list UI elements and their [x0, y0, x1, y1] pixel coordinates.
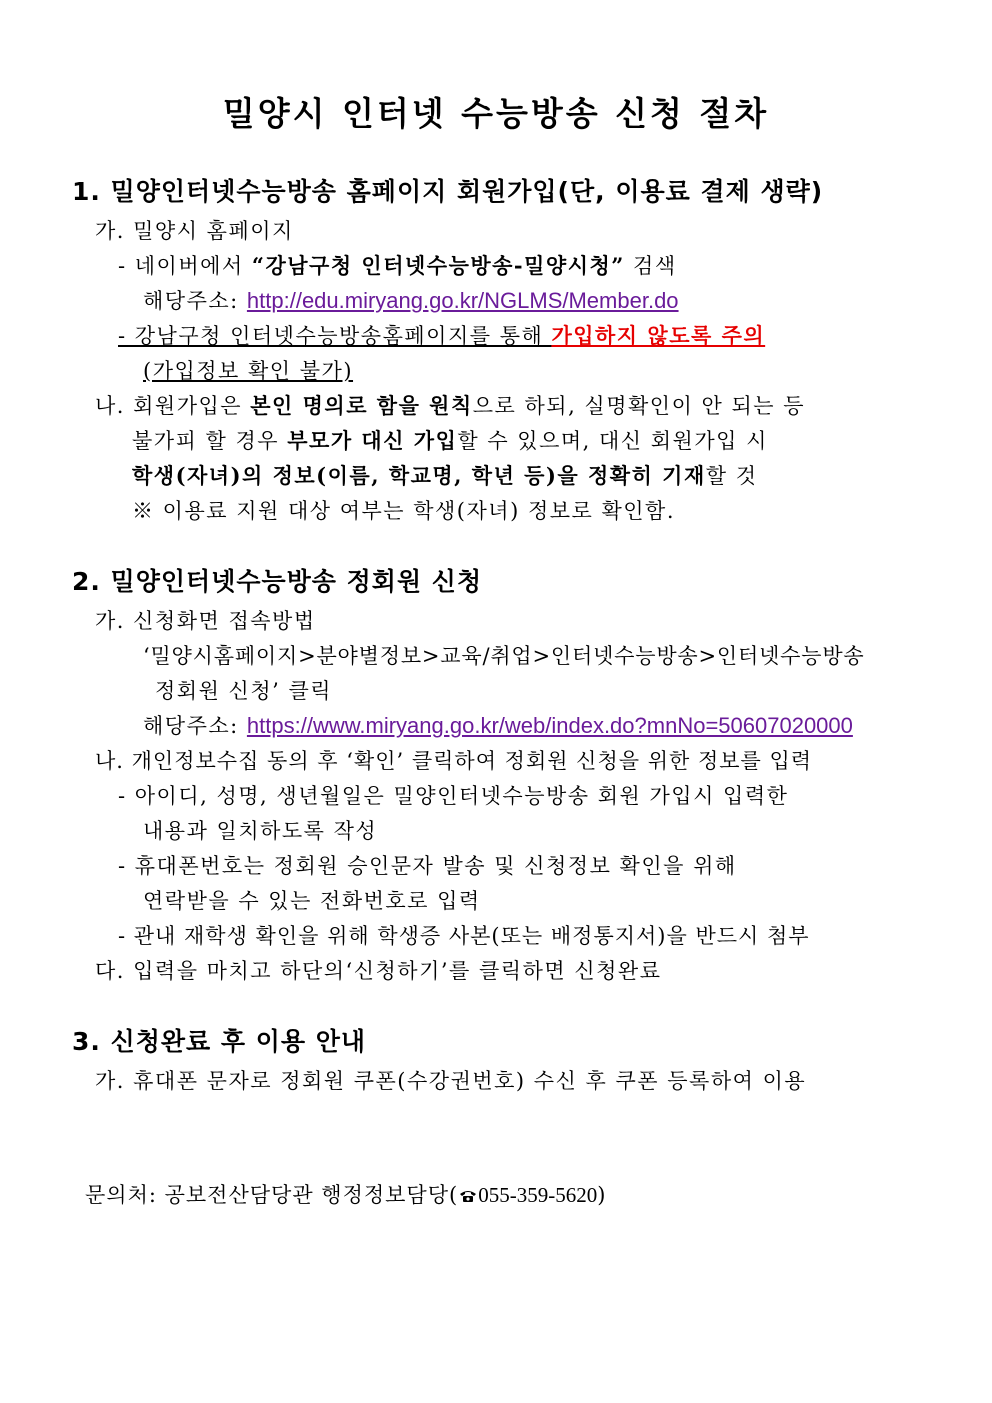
search-suffix: 검색 — [624, 254, 677, 278]
section3-ga-label: 가. 휴대폰 문자로 정회원 쿠폰(수강권번호) 수신 후 쿠폰 등록하여 이용 — [95, 1069, 807, 1093]
section2-address-row — [143, 712, 853, 740]
section1-heading: 1. 밀양인터넷수능방송 홈페이지 회원가입(단, 이용료 결제 생략) — [72, 177, 824, 206]
search-instruction — [118, 252, 677, 280]
bullet1-line2: 내용과 일치하도록 작성 — [143, 819, 378, 843]
address-label: 해당주소: — [143, 289, 247, 313]
regular-member-link[interactable]: https://www.miryang.go.kr/web/index.do?mnNo=50607020000 — [246, 713, 853, 738]
menu-path-line1: ‘밀양시홈페이지>분야별정보>교육/취업>인터넷수능방송>인터넷수능방송 — [143, 644, 865, 668]
page-title: 밀양시 인터넷 수능방송 신청 절차 — [222, 94, 770, 133]
na-line2-a: 불가피 할 경우 — [132, 429, 288, 453]
section2-na-label: 나. 개인정보수집 동의 후 ‘확인’ 클릭하여 정회원 신청을 위한 정보를 입력 — [95, 749, 813, 773]
menu-path-line2: 정회원 신청’ 클릭 — [155, 679, 333, 703]
section2-heading: 2. 밀양인터넷수능방송 정회원 신청 — [72, 567, 483, 596]
section2-da-label: 다. 입력을 마치고 하단의‘신청하기’를 클릭하면 신청완료 — [95, 959, 662, 983]
warning-red-text: 가입하지 않도록 주의 — [551, 323, 766, 348]
na-line3-b: 할 것 — [705, 464, 758, 488]
section1-note: ※ 이용료 지원 대상 여부는 학생(자녀) 정보로 확인함. — [132, 499, 676, 523]
bullet2-line1: - 휴대폰번호는 정회원 승인문자 발송 및 신청정보 확인을 위해 — [118, 854, 737, 878]
contact-label: 문의처: 공보전산담당관 행정정보담당( — [85, 1183, 459, 1207]
na-line2-b: 부모가 대신 가입 — [287, 428, 458, 453]
section1-na-line3 — [132, 462, 758, 490]
contact-close: ) — [597, 1183, 607, 1207]
section3-heading: 3. 신청완료 후 이용 안내 — [72, 1027, 367, 1056]
warning-note-row — [143, 357, 353, 385]
warning-note: (가입정보 확인 불가) — [143, 359, 354, 383]
address-label: 해당주소: — [143, 714, 247, 738]
member-signup-link[interactable]: http://edu.miryang.go.kr/NGLMS/Member.do — [246, 288, 679, 313]
section1-address-row — [143, 287, 679, 315]
signup-warning — [118, 322, 765, 350]
section1-na-line1 — [95, 392, 805, 420]
warning-prefix: - 강남구청 인터넷수능방송홈페이지를 통해 — [118, 324, 552, 348]
phone-icon — [459, 1182, 477, 1196]
na-line3-a: 학생(자녀)의 정보(이름, 학교명, 학년 등)을 정확히 기재 — [132, 463, 706, 488]
bullet3: - 관내 재학생 확인을 위해 학생증 사본(또는 배정통지서)을 반드시 첨부 — [118, 924, 810, 948]
contact-phone: 055-359-5620 — [478, 1183, 598, 1207]
bullet2-line2: 연락받을 수 있는 전화번호로 입력 — [143, 889, 481, 913]
section1-ga-label: 가. 밀양시 홈페이지 — [95, 219, 294, 243]
na-line1-a: 나. 회원가입은 — [95, 394, 251, 418]
na-line1-b: 본인 명의로 함을 원칙 — [250, 393, 473, 418]
contact-row — [85, 1181, 606, 1209]
na-line2-c: 할 수 있으며, 대신 회원가입 시 — [457, 429, 768, 453]
section1-na-line2 — [132, 427, 768, 455]
section2-ga-label: 가. 신청화면 접속방법 — [95, 609, 316, 633]
na-line1-c: 으로 하되, 실명확인이 안 되는 등 — [472, 394, 806, 418]
search-prefix: - 네이버에서 — [118, 254, 252, 278]
bullet1-line1: - 아이디, 성명, 생년월일은 밀양인터넷수능방송 회원 가입시 입력한 — [118, 784, 789, 808]
search-term: “강남구청 인터넷수능방송-밀양시청” — [251, 253, 625, 278]
